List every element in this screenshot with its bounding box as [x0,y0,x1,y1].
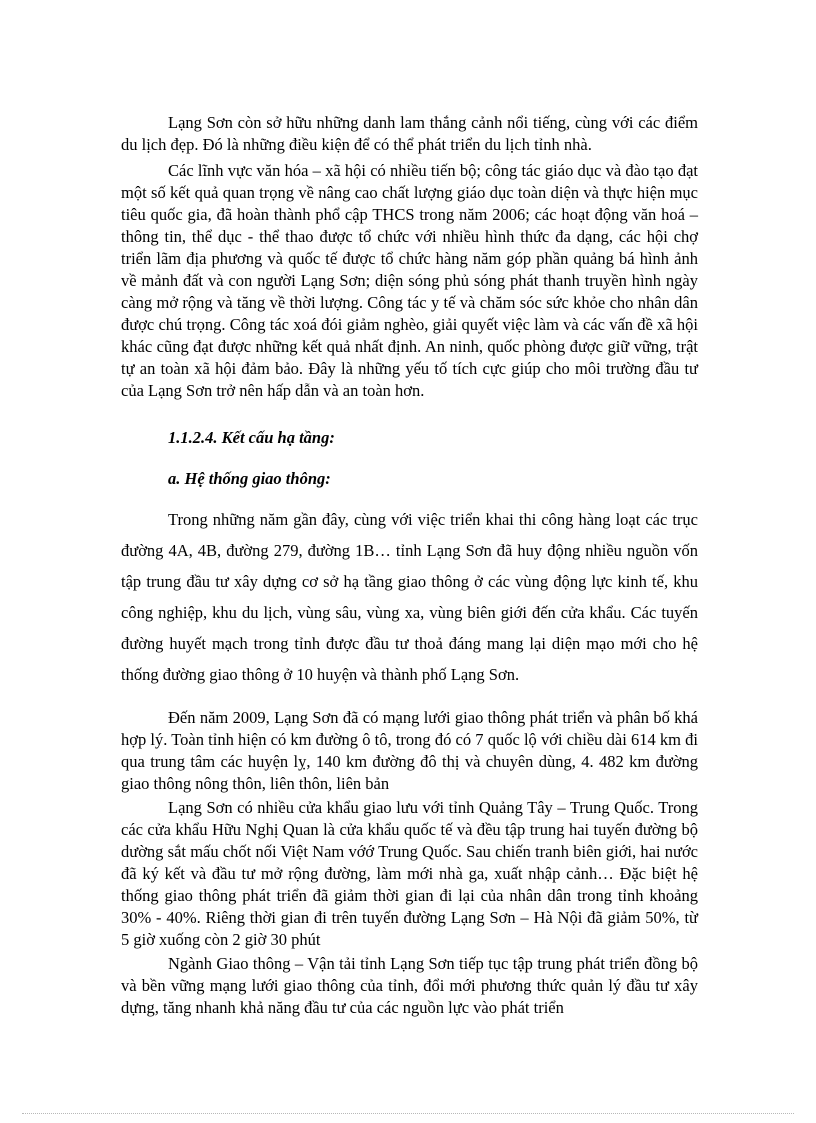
paragraph-road-network: Đến năm 2009, Lạng Sơn đã có mạng lưới giao thông phát triển và phân bố khá hợp lý. Toàn tỉnh hiện có km đường ô tô, trong đó có 7 quốc lộ với chiều dài 614 km đi qua trung tâm các huyện lỵ, 140 km đường đô thị và chuyên dùng, 4. 482 km đường giao thông nông thôn, liên thôn, liên bản [121,708,698,793]
paragraph-tourism: Lạng Sơn còn sở hữu những danh lam thắng cảnh nổi tiếng, cùng với các điểm du lịch đẹp. Đó là những điều kiện để có thể phát triển du lịch tỉnh nhà. [121,113,698,154]
section-heading: 1.1.2.4. Kết cấu hạ tầng: [168,428,335,447]
page-bottom-divider [22,1113,794,1114]
paragraph-transport-sector: Ngành Giao thông – Vận tải tỉnh Lạng Sơn tiếp tục tập trung phát triển đồng bộ và bền vững mạng lưới giao thông của tỉnh, đổi mới phương thức quản lý đầu tư xây dựng, tăng nhanh khả năng đầu tư của các nguồn lực vào phát triển [121,954,698,1017]
paragraph-culture-society: Các lĩnh vực văn hóa – xã hội có nhiều tiến bộ; công tác giáo dục và đào tạo đạt một số kết quả quan trọng về nâng cao chất lượng giáo dục toàn diện và thực hiện mục tiêu quốc gia, đã hoàn thành phổ cập THCS trong năm 2006; các hoạt động văn hoá – thông tin, thể dục - thể thao được tổ chức với nhiều hình thức đa dạng, các hội chợ triển lãm địa phương và quốc tế được tổ chức hàng năm góp phần quảng bá hình ảnh về mảnh đất và con người Lạng Sơn; diện sóng phủ sóng phát thanh truyền hình ngày càng mở rộng và tăng về thời lượng. Công tác y tế và chăm sóc sức khỏe cho nhân dân được chú trọng. Công tác xoá đói giảm nghèo, giải quyết việc làm và các vấn đề xã hội khác cũng đạt được những kết quả nhất định. An ninh, quốc phòng được giữ vững, trật tự an toàn xã hội đảm bảo. Đây là những yếu tố tích cực giúp cho môi trường đầu tư của Lạng Sơn trở nên hấp dẫn và an toàn hơn. [121,161,698,400]
paragraph-border-gates: Lạng Sơn có nhiều cửa khẩu giao lưu với tỉnh Quảng Tây – Trung Quốc. Trong các cửa khẩu Hữu Nghị Quan là cửa khẩu quốc tế và đều tập trung hai tuyến đường bộ dường sắt mấu chốt nối Việt Nam vớớ Trung Quốc. Sau chiến tranh biên giới, hai nước đã ký kết và đầu tư mở rộng đường, làm mới nhà ga, xuất nhập cảnh… Đặc biệt hệ thống giao thông phát triển đã giảm thời gian đi lại của nhân dân trong tỉnh khoảng 30% - 40%. Riêng thời gian đi trên tuyến đường Lạng Sơn – Hà Nội đã giảm 50%, từ 5 giờ xuống còn 2 giờ 30 phút [121,798,698,949]
subsection-heading: a. Hệ thống giao thông: [168,469,331,488]
paragraph-transport-investment: Trong những năm gần đây, cùng với việc triển khai thi công hàng loạt các trục đường 4A, 4B, đường 279, đường 1B… tỉnh Lạng Sơn đã huy động nhiều nguồn vốn tập trung đầu tư xây dựng cơ sở hạ tầng giao thông ở các vùng động lực kinh tế, khu công nghiệp, khu du lịch, vùng sâu, vùng xa, vùng biên giới đến cửa khẩu. Các tuyến đường huyết mạch trong tỉnh được đầu tư thoả đáng mang lại diện mạo mới cho hệ thống đường giao thông ở 10 huyện và thành phố Lạng Sơn. [121,510,698,684]
